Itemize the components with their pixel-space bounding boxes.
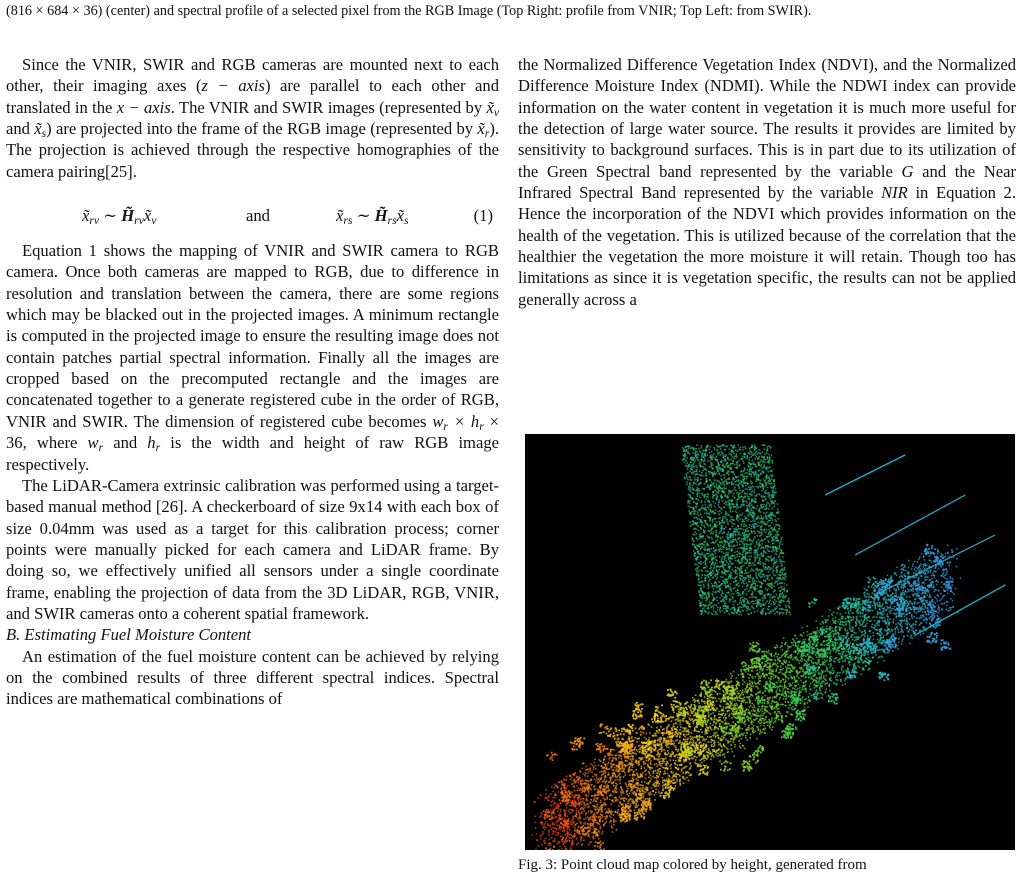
equation-and: and: [246, 206, 270, 226]
section-heading-fuel-moisture: B. Estimating Fuel Moisture Content: [6, 625, 252, 645]
equation-1: [6, 196, 499, 236]
paragraph-spectral-indices: the Normalized Difference Vegetation Index (NDVI), and the Normalized Difference Moisture Index (NDMI). While the NDWI index can provide information on the water content in vegetation it is much more useful for the detection of large water source. The results it provides are limited by sensitivity to background surfaces. This is in part due to its utilization of the Green Spectral band represented by the variable G and the Near Infrared Spectral Band represented by the variable NIR in Equation 2. Hence the incorporation of the NDVI which provides information on the health of the vegetation. This is utilized because of the correlation that the healthier the vegetation the more moisture it will retain. Though too has limitations as since it is vegetation specific, the results can not be applied generally across a: [518, 55, 1016, 309]
point-cloud-map-image: [525, 434, 1015, 850]
paragraph-lidar-calibration: The LiDAR-Camera extrinsic calibration was performed using a target-based manual method [26]. A checkerboard of size 9x14 with each box of size 0.04mm was used as a target for this calibration process; corner points were manually picked for each camera and LiDAR frame. By doing so, we effectively unified all sensors under a single coordinate frame, enabling the projection of data from the 3D LiDAR, RGB, VNIR, and SWIR cameras onto a coherent spatial framework.: [6, 475, 499, 623]
paragraph-equation-description: Equation 1 shows the mapping of VNIR and SWIR camera to RGB camera. Once both cameras are mapped to RGB, due to difference in resolution and translation between the camera, there are some regions which may be blacked out in the projected images. A minimum rectangle is computed in the projected image to ensure the resulting image does not contain patches partial spectral information. Finally all the images are cropped based on the precomputed rectangle and the images are concatenated together to a generate registered cube in the order of RGB, VNIR and SWIR. The dimension of registered cube becomes $w_r \times h_r \times 36$, where $w_r$ and $h_r$ is the width and height of raw RGB image respectively.: [6, 241, 499, 474]
figure-2-caption-continuation: (816 × 684 × 36) (center) and spectral profile of a selected pixel from the RGB Image (Top Right: profile from VNIR; Top Left: from SWIR).: [6, 3, 812, 19]
equation-number: (1): [473, 206, 493, 226]
left-column: [6, 54, 499, 710]
right-column: [518, 54, 1016, 310]
paragraph-camera-mounting: Since the VNIR, SWIR and RGB cameras are mounted next to each other, their imaging axes (z − axis) are parallel to each other and translated in the x − axis. The VNIR and SWIR images (represented by $x̃_v$ and $x̃_s$) are projected into the frame of the RGB image (represented by $x̃_r$). The projection is achieved through the respective homographies of the camera pairing[25].: [6, 55, 500, 181]
point-cloud-figure: [525, 434, 1015, 850]
equation-swir-mapping: $x̃_{rs}$ ∼ $H̃_{rs}x̃_s$: [336, 206, 409, 228]
equation-vnir-mapping: $x̃_{rv}$ ∼ $H̃_{rv}x̃_v$: [82, 206, 157, 228]
paragraph-fuel-moisture: An estimation of the fuel moisture content can be achieved by relying on the combined results of three different spectral indices. Spectral indices are mathematical combinations of: [6, 646, 499, 709]
figure-3-caption: Fig. 3: Point cloud map colored by height, generated from: [518, 857, 867, 873]
